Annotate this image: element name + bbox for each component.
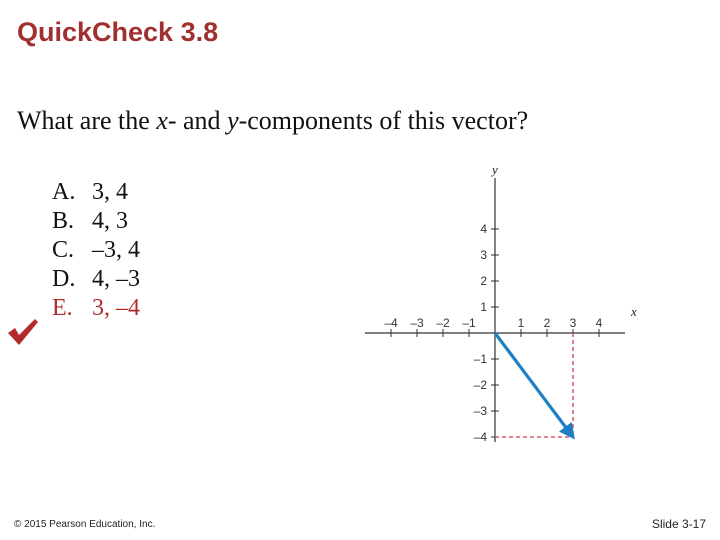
choice-d[interactable]	[52, 265, 140, 294]
y-tick-label: –1	[473, 352, 487, 366]
x-tick-label: –2	[436, 316, 450, 330]
copyright: © 2015 Pearson Education, Inc.	[14, 519, 156, 530]
y-tick-label: 4	[480, 222, 487, 236]
y-axis-label: y	[492, 162, 498, 177]
y-tick-label: –3	[473, 404, 487, 418]
y-tick-label: 2	[480, 274, 487, 288]
choice-text: –3, 4	[92, 237, 140, 263]
axes	[365, 178, 625, 442]
slide-title: QuickCheck 3.8	[17, 17, 219, 47]
choice-text: 3, –4	[92, 295, 140, 321]
x-tick-label: 2	[543, 316, 551, 330]
x-axis-label: x	[631, 304, 637, 319]
x-tick-label: 4	[595, 316, 603, 330]
question-pre: What are the	[17, 106, 157, 135]
choice-letter: B.	[52, 208, 75, 234]
choice-e[interactable]	[52, 294, 140, 323]
choice-letter: A.	[52, 179, 76, 205]
slide-number: Slide 3-17	[651, 517, 706, 531]
x-tick-label: 1	[517, 316, 525, 330]
y-tick-label: –2	[473, 378, 487, 392]
choice-letter: E.	[52, 295, 73, 321]
choice-letter: C.	[52, 237, 75, 263]
choice-text: 4, 3	[92, 208, 128, 234]
question-x-var: x	[156, 106, 168, 135]
vector-arrow	[495, 333, 573, 437]
question-mid: - and	[167, 106, 228, 135]
question-post: -components of this vector?	[238, 106, 529, 135]
choice-text: 4, –3	[92, 266, 140, 292]
x-tick-label: –3	[410, 316, 424, 330]
choice-letter: D.	[52, 266, 76, 292]
y-tick-label: –4	[473, 430, 487, 444]
x-tick-label: –4	[384, 316, 398, 330]
y-tick-label: 1	[480, 300, 487, 314]
choice-text: 3, 4	[92, 179, 128, 205]
choice-a[interactable]	[52, 178, 140, 207]
question-y-var: y	[227, 106, 239, 135]
vector-graph	[355, 160, 655, 450]
x-tick-label: 3	[569, 316, 577, 330]
checkmark-icon	[6, 317, 40, 347]
x-tick-label: –1	[462, 316, 476, 330]
y-tick-label: 3	[480, 248, 487, 262]
choice-c[interactable]	[52, 236, 140, 265]
vector	[495, 333, 573, 437]
question-text	[17, 106, 528, 136]
answer-choices	[52, 178, 140, 323]
choice-b[interactable]	[52, 207, 140, 236]
